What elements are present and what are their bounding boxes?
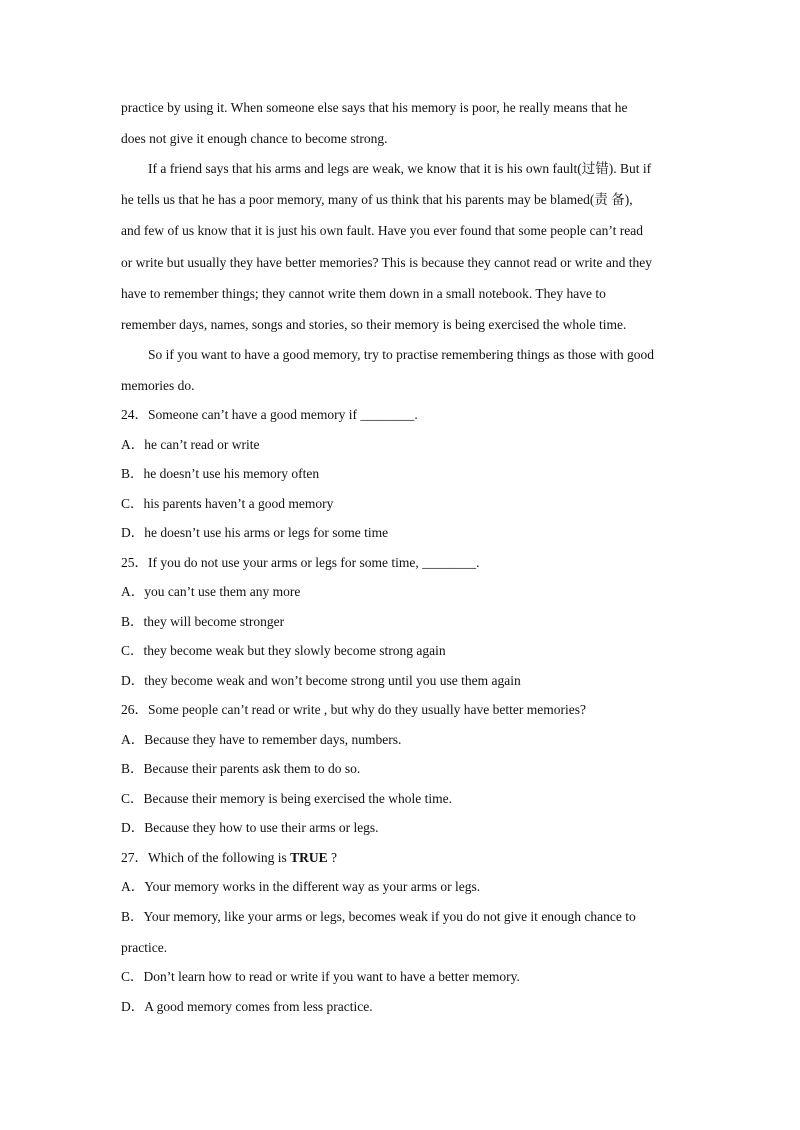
answer-option: A．you can’t use them any more — [121, 584, 301, 599]
answer-option: B．Your memory, like your arms or legs, becomes weak if you do not give it enough chance to — [121, 909, 636, 924]
passage-line: and few of us know that it is just his own fault. Have you ever found that some people can’t read — [121, 223, 643, 238]
passage-line: practice by using it. When someone else says that his memory is poor, he really means that he — [121, 100, 628, 115]
passage-line: have to remember things; they cannot write them down in a small notebook. They have to — [121, 286, 606, 301]
answer-option: D．they become weak and won’t become strong until you use them again — [121, 673, 521, 688]
question-stem-suffix: ? — [327, 850, 337, 865]
passage-line: memories do. — [121, 378, 195, 393]
answer-option: B．they will become stronger — [121, 614, 285, 629]
answer-option: B．he doesn’t use his memory often — [121, 466, 320, 481]
question-stem: 25．If you do not use your arms or legs for some time, ________. — [121, 555, 480, 570]
passage-line: he tells us that he has a poor memory, many of us think that his parents may be blamed(责 备), — [121, 192, 633, 207]
answer-option: D．A good memory comes from less practice. — [121, 999, 373, 1014]
passage-line: If a friend says that his arms and legs are weak, we know that it is his own fault(过错). But if — [148, 161, 652, 176]
passage-line: or write but usually they have better memories? This is because they cannot read or write and they — [121, 255, 652, 270]
answer-option: C．Because their memory is being exercised the whole time. — [121, 791, 453, 806]
passage-line: So if you want to have a good memory, try to practise remembering things as those with good — [148, 347, 655, 362]
answer-option: A．he can’t read or write — [121, 437, 260, 452]
answer-option: D．he doesn’t use his arms or legs for some time — [121, 525, 389, 540]
question-stem — [121, 849, 691, 867]
answer-option: A．Because they have to remember days, numbers. — [121, 732, 402, 747]
question-stem: 26．Some people can’t read or write , but why do they usually have better memories? — [121, 702, 586, 717]
passage-line: remember days, names, songs and stories, so their memory is being exercised the whole time. — [121, 317, 627, 332]
question-stem-keyword: TRUE — [290, 850, 328, 865]
question-stem-prefix: 27．Which of the following is — [121, 850, 291, 865]
answer-option: A．Your memory works in the different way as your arms or legs. — [121, 879, 481, 894]
answer-option-continuation: practice. — [121, 940, 168, 955]
answer-option: D．Because they how to use their arms or legs. — [121, 820, 379, 835]
answer-option: C．they become weak but they slowly become strong again — [121, 643, 446, 658]
passage-line: does not give it enough chance to become strong. — [121, 131, 388, 146]
question-stem: 24．Someone can’t have a good memory if ________. — [121, 407, 418, 422]
answer-option: C．Don’t learn how to read or write if you want to have a better memory. — [121, 969, 520, 984]
answer-option: B．Because their parents ask them to do so. — [121, 761, 361, 776]
answer-option: C．his parents haven’t a good memory — [121, 496, 334, 511]
